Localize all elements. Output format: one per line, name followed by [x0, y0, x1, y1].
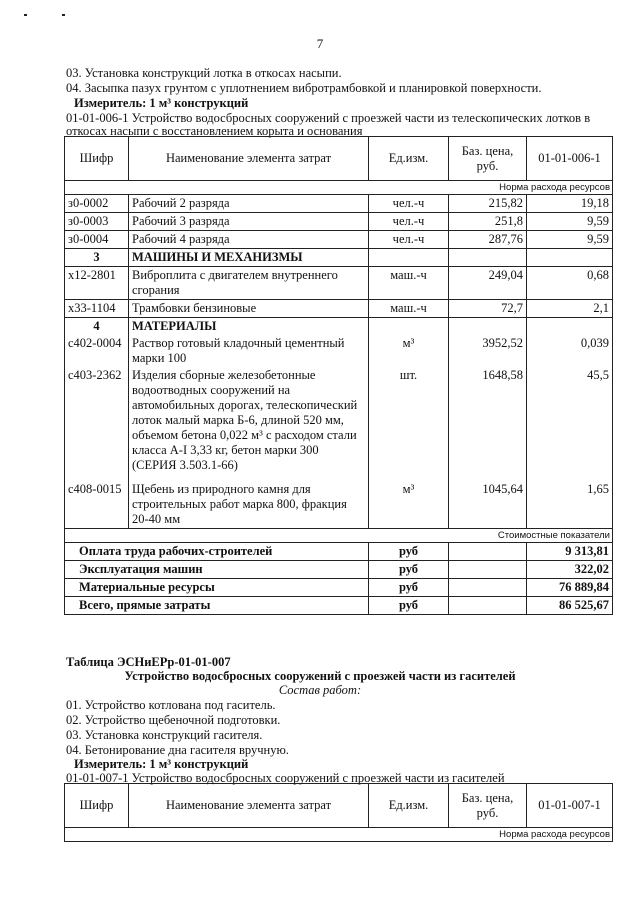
- section-row: [65, 318, 613, 336]
- row-code: х33-1104: [65, 300, 129, 318]
- row-unit: маш.-ч: [369, 267, 449, 300]
- header-name: Наименование элемента затрат: [129, 784, 369, 828]
- row-norm: 9,59: [527, 231, 613, 249]
- total-row: [65, 597, 613, 615]
- table-title: Таблица ЭСНиЕРр-01-01-007: [66, 655, 231, 669]
- composition-heading: Состав работ:: [278, 683, 362, 697]
- header-norm: 01-01-006-1: [527, 137, 613, 181]
- measure-unit: Измеритель: 1 м³ конструкций: [74, 757, 249, 771]
- row-norm: 45,5: [527, 367, 613, 481]
- row-code: з0-0003: [65, 213, 129, 231]
- row-code: з0-0004: [65, 231, 129, 249]
- table-row: [65, 267, 613, 300]
- section-title: МАШИНЫ И МЕХАНИЗМЫ: [129, 249, 369, 267]
- total-value: 76 889,84: [527, 579, 613, 597]
- row-norm: 9,59: [527, 213, 613, 231]
- intro-line: 03. Установка конструкций лотка в откосах насыпи.: [66, 66, 342, 80]
- table-subtitle: Устройство водосбросных сооружений с проезжей части из гасителей: [124, 669, 516, 683]
- section-title: МАТЕРИАЛЫ: [129, 318, 369, 336]
- row-norm: 2,1: [527, 300, 613, 318]
- cost-label-row: [65, 529, 613, 543]
- row-name: Рабочий 4 разряда: [129, 231, 369, 249]
- table-header: [65, 784, 613, 828]
- row-norm: 0,039: [527, 335, 613, 367]
- total-row: [65, 543, 613, 561]
- intro-line: 04. Засыпка пазух грунтом с уплотнением вибротрамбовкой и планировкой поверхности.: [66, 81, 542, 95]
- row-unit: м³: [369, 481, 449, 529]
- row-code: с402-0004: [65, 335, 129, 367]
- row-norm: 0,68: [527, 267, 613, 300]
- norm-label-row: [65, 828, 613, 842]
- row-name: Виброплита с двигателем внутреннего сгорания: [129, 267, 369, 300]
- header-code: Шифр: [65, 784, 129, 828]
- header-name: Наименование элемента затрат: [129, 137, 369, 181]
- total-unit: руб: [369, 543, 449, 561]
- scan-mark: [24, 14, 27, 16]
- work-step: 02. Устройство щебеночной подготовки.: [66, 713, 281, 727]
- row-price: 1648,58: [449, 367, 527, 481]
- row-price: 251,8: [449, 213, 527, 231]
- row-price: 3952,52: [449, 335, 527, 367]
- row-unit: чел.-ч: [369, 195, 449, 213]
- row-unit: шт.: [369, 367, 449, 481]
- total-value: 9 313,81: [527, 543, 613, 561]
- section-row: [65, 249, 613, 267]
- row-price: 287,76: [449, 231, 527, 249]
- row-unit: чел.-ч: [369, 231, 449, 249]
- header-price: Баз. цена, руб.: [449, 137, 527, 181]
- row-name: Рабочий 2 разряда: [129, 195, 369, 213]
- scan-mark: [62, 14, 65, 16]
- table-row: [65, 231, 613, 249]
- table-header: [65, 137, 613, 181]
- norm-code-line: 01-01-007-1 Устройство водосбросных сооружений с проезжей части из гасителей: [66, 771, 505, 785]
- total-name: Материальные ресурсы: [65, 579, 369, 597]
- norm-code-line: 01-01-006-1 Устройство водосбросных сооружений с проезжей части из телескопических лотков в: [66, 111, 591, 125]
- total-unit: руб: [369, 579, 449, 597]
- row-norm: 1,65: [527, 481, 613, 529]
- row-price: 249,04: [449, 267, 527, 300]
- table-row: [65, 335, 613, 367]
- section-number: 3: [65, 249, 129, 267]
- total-unit: руб: [369, 561, 449, 579]
- section-number: 4: [65, 318, 129, 336]
- total-value: 322,02: [527, 561, 613, 579]
- header-code: Шифр: [65, 137, 129, 181]
- row-price: 1045,64: [449, 481, 527, 529]
- table-row: [65, 367, 613, 481]
- work-step: 04. Бетонирование дна гасителя вручную.: [66, 743, 289, 757]
- resource-table: [64, 136, 613, 615]
- row-name: Изделия сборные железобетонные водоотводных сооружений на автомобильных дорогах, телескопический лоток малый марка Б-6, длиной 520 мм, объемом бетона 0,022 м³ с расходом стали класса А-I 3,33 кг, бетон марки 300 (СЕРИЯ 3.503.1-66): [129, 367, 369, 481]
- page-number: 7: [316, 36, 324, 51]
- header-unit: Ед.изм.: [369, 784, 449, 828]
- norm-label-row: [65, 181, 613, 195]
- row-code: с403-2362: [65, 367, 129, 481]
- row-price: 72,7: [449, 300, 527, 318]
- table-row: [65, 195, 613, 213]
- row-code: х12-2801: [65, 267, 129, 300]
- work-step: 03. Установка конструкций гасителя.: [66, 728, 263, 742]
- norm-code-line: откосах насыпи с восстановлением корыта и основания: [66, 124, 363, 138]
- measure-unit: Измеритель: 1 м³ конструкций: [74, 96, 249, 110]
- header-unit: Ед.изм.: [369, 137, 449, 181]
- cost-label: Стоимостные показатели: [65, 529, 613, 543]
- row-price: 215,82: [449, 195, 527, 213]
- row-norm: 19,18: [527, 195, 613, 213]
- row-name: Рабочий 3 разряда: [129, 213, 369, 231]
- header-price: Баз. цена, руб.: [449, 784, 527, 828]
- row-name: Раствор готовый кладочный цементный марки 100: [129, 335, 369, 367]
- table-row: [65, 481, 613, 529]
- total-row: [65, 561, 613, 579]
- row-code: з0-0002: [65, 195, 129, 213]
- row-unit: маш.-ч: [369, 300, 449, 318]
- row-name: Щебень из природного камня для строительных работ марка 800, фракция 20-40 мм: [129, 481, 369, 529]
- total-row: [65, 579, 613, 597]
- total-name: Оплата труда рабочих-строителей: [65, 543, 369, 561]
- header-norm: 01-01-007-1: [527, 784, 613, 828]
- total-name: Всего, прямые затраты: [65, 597, 369, 615]
- total-value: 86 525,67: [527, 597, 613, 615]
- norm-label: Норма расхода ресурсов: [65, 828, 613, 842]
- total-name: Эксплуатация машин: [65, 561, 369, 579]
- row-unit: м³: [369, 335, 449, 367]
- table-row: [65, 213, 613, 231]
- row-name: Трамбовки бензиновые: [129, 300, 369, 318]
- table-row: [65, 300, 613, 318]
- work-step: 01. Устройство котлована под гаситель.: [66, 698, 276, 712]
- row-unit: чел.-ч: [369, 213, 449, 231]
- row-code: с408-0015: [65, 481, 129, 529]
- total-unit: руб: [369, 597, 449, 615]
- resource-table-2: [64, 783, 613, 842]
- norm-label: Норма расхода ресурсов: [65, 181, 613, 195]
